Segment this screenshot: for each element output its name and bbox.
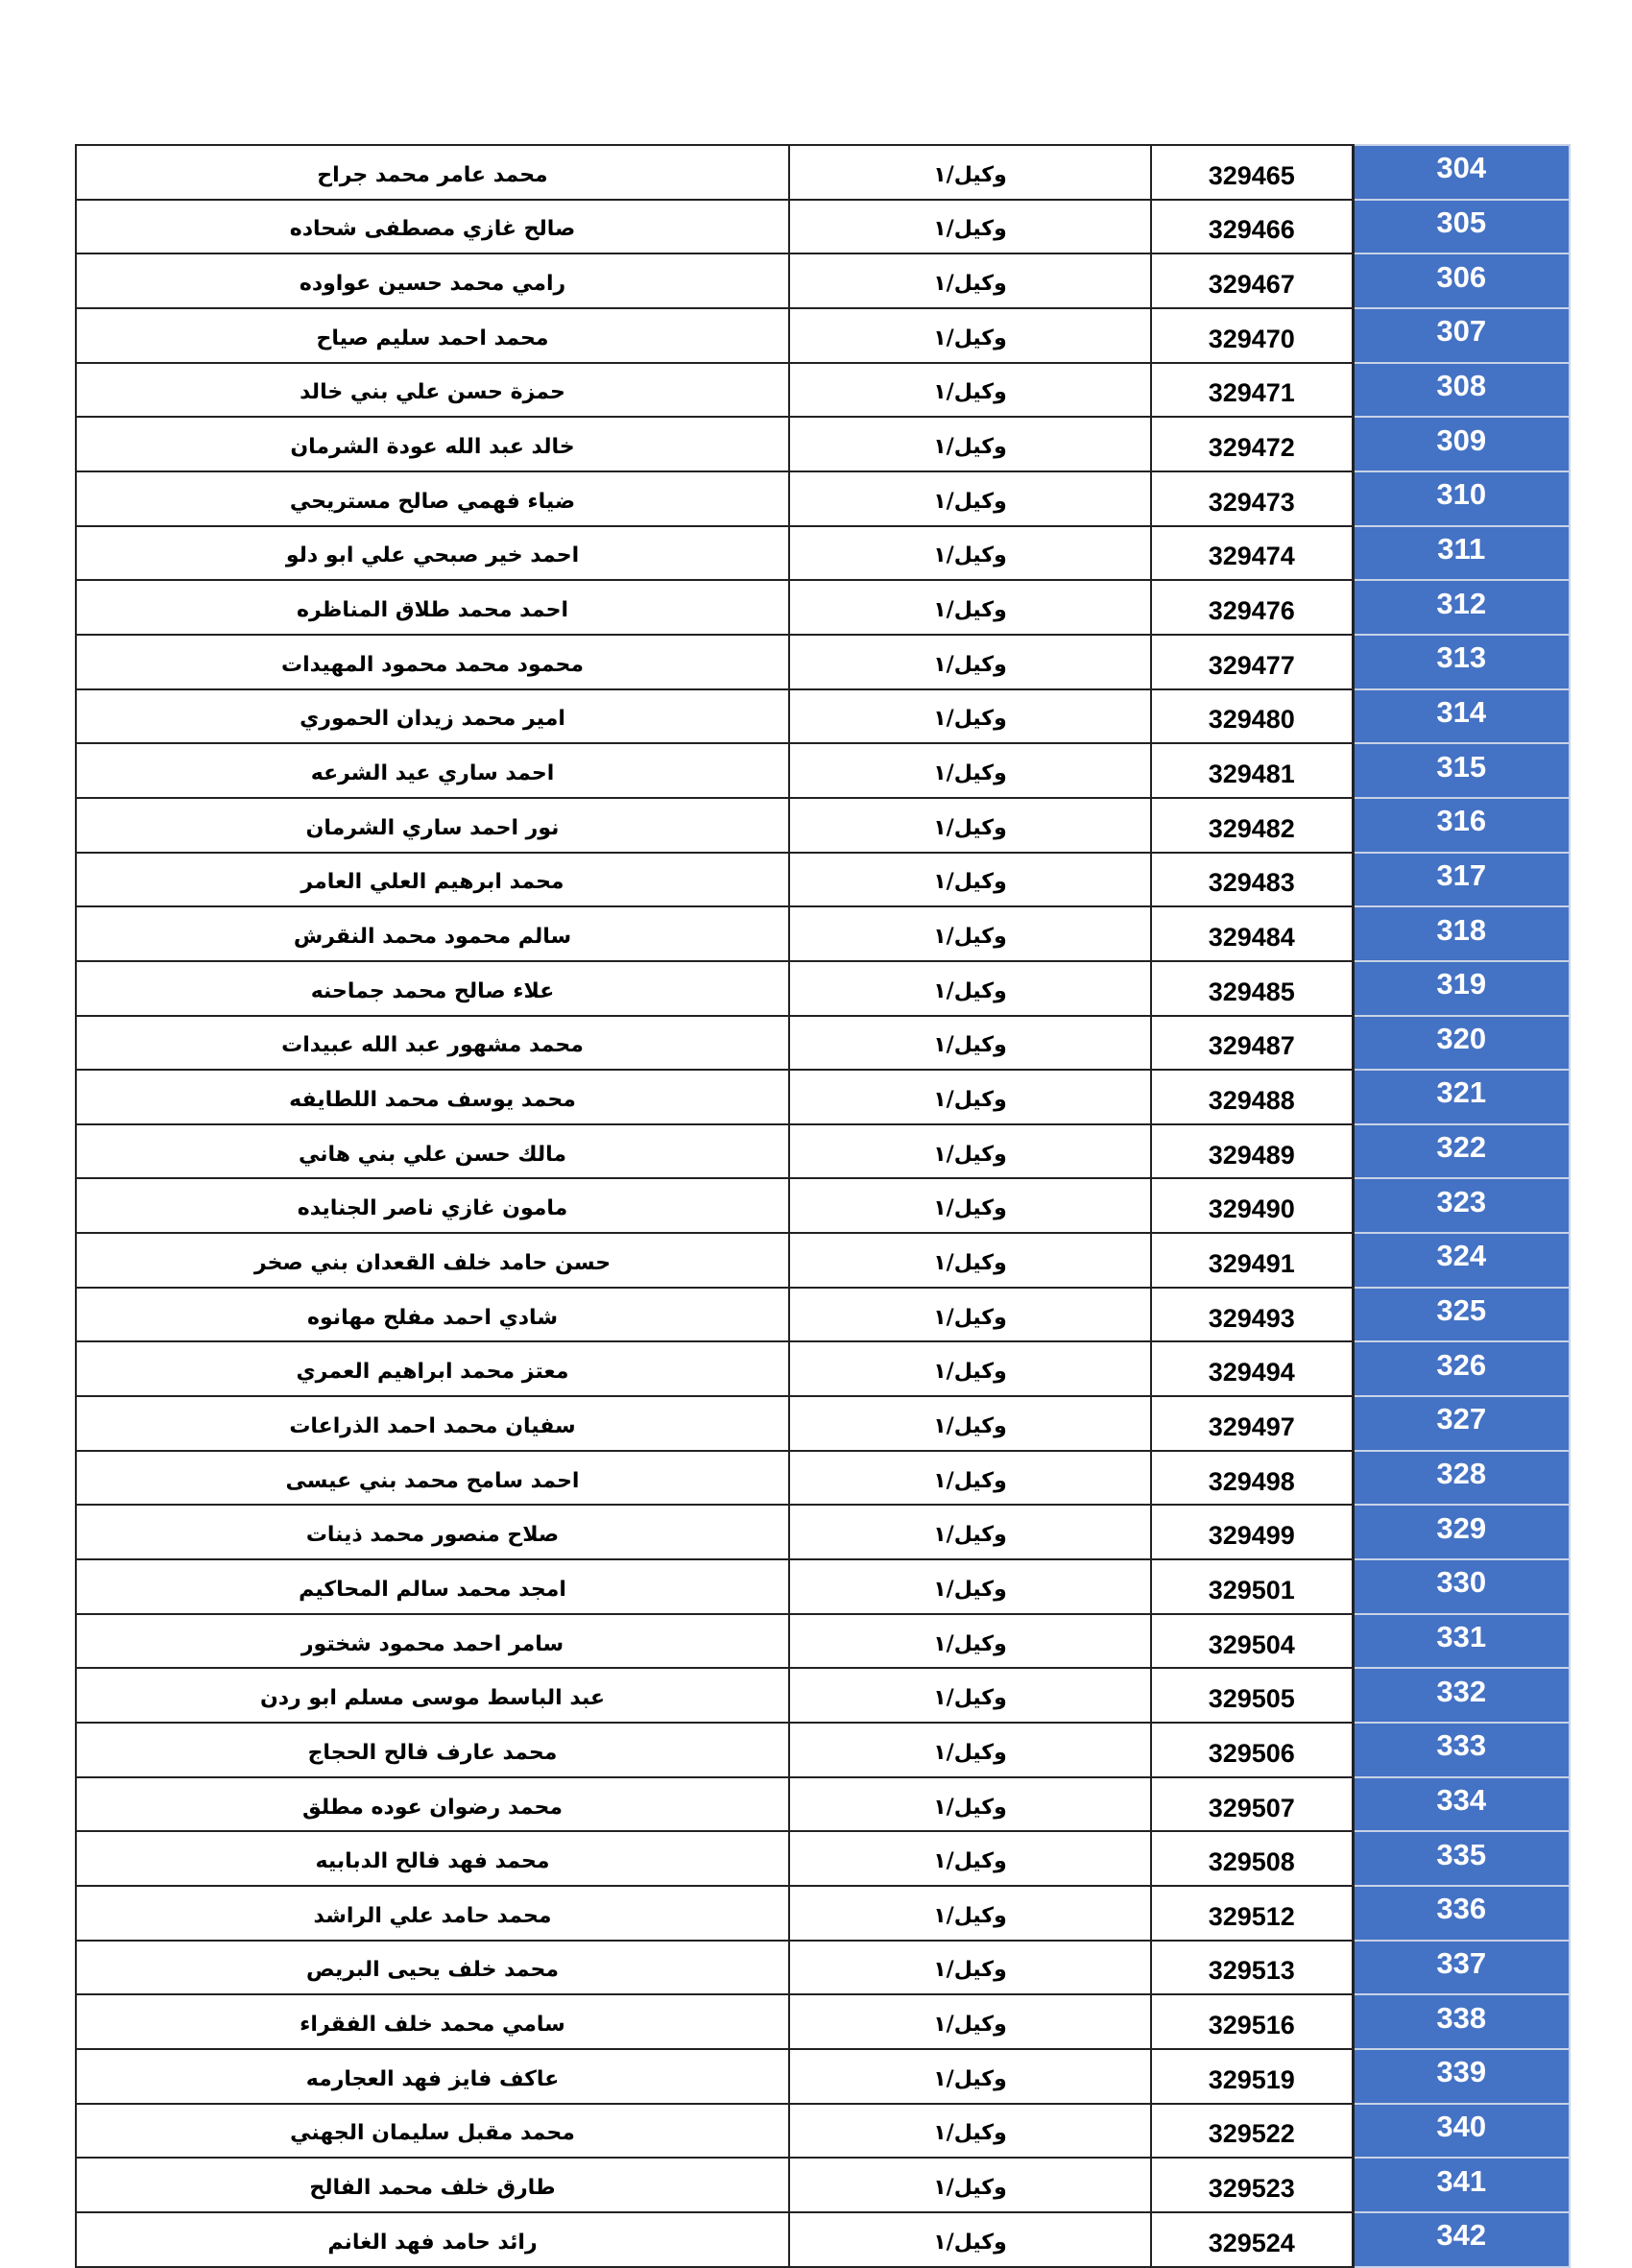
id-number-cell: 329484 (1151, 906, 1353, 961)
table-row (76, 961, 1570, 1016)
name-cell: سامر احمد محمود شختور (76, 1614, 789, 1669)
table-row (76, 1451, 1570, 1506)
name-cell: محمد عامر محمد جراح (76, 145, 789, 200)
serial-number-cell: 337 (1353, 1941, 1570, 1995)
personnel-table (75, 144, 1571, 2268)
rank-cell: وكيل/١ (789, 1233, 1151, 1288)
name-cell: حسن حامد خلف القعدان بني صخر (76, 1233, 789, 1288)
id-number-cell: 329472 (1151, 417, 1353, 471)
serial-number-cell: 330 (1353, 1559, 1570, 1614)
serial-number-cell: 333 (1353, 1723, 1570, 1777)
id-number-cell: 329489 (1151, 1124, 1353, 1179)
rank-cell: وكيل/١ (789, 526, 1151, 581)
serial-number-cell: 320 (1353, 1016, 1570, 1071)
serial-number-cell: 324 (1353, 1233, 1570, 1288)
serial-number-cell: 315 (1353, 743, 1570, 798)
serial-number-cell: 316 (1353, 798, 1570, 853)
id-number-cell: 329512 (1151, 1886, 1353, 1941)
table-row (76, 1070, 1570, 1124)
id-number-cell: 329513 (1151, 1941, 1353, 1995)
serial-number-cell: 335 (1353, 1831, 1570, 1886)
name-cell: امير محمد زيدان الحموري (76, 689, 789, 744)
id-number-cell: 329504 (1151, 1614, 1353, 1669)
rank-cell: وكيل/١ (789, 308, 1151, 363)
rank-cell: وكيل/١ (789, 635, 1151, 689)
name-cell: محمد يوسف محمد اللطايفه (76, 1070, 789, 1124)
name-cell: مالك حسن علي بني هاني (76, 1124, 789, 1179)
id-number-cell: 329477 (1151, 635, 1353, 689)
id-number-cell: 329480 (1151, 689, 1353, 744)
serial-number-cell: 307 (1353, 308, 1570, 363)
table-row (76, 1124, 1570, 1179)
serial-number-cell: 329 (1353, 1505, 1570, 1559)
id-number-cell: 329491 (1151, 1233, 1353, 1288)
table-row (76, 253, 1570, 308)
rank-cell: وكيل/١ (789, 1016, 1151, 1071)
table-row (76, 2104, 1570, 2159)
name-cell: سفيان محمد احمد الذراعات (76, 1396, 789, 1451)
table-row (76, 743, 1570, 798)
name-cell: احمد محمد طلاق المناظره (76, 580, 789, 635)
table-row (76, 200, 1570, 254)
serial-number-cell: 312 (1353, 580, 1570, 635)
serial-number-cell: 318 (1353, 906, 1570, 961)
serial-number-cell: 341 (1353, 2158, 1570, 2212)
id-number-cell: 329507 (1151, 1777, 1353, 1832)
id-number-cell: 329508 (1151, 1831, 1353, 1886)
table-row (76, 1941, 1570, 1995)
rank-cell: وكيل/١ (789, 1178, 1151, 1233)
table-row (76, 798, 1570, 853)
id-number-cell: 329499 (1151, 1505, 1353, 1559)
serial-number-cell: 336 (1353, 1886, 1570, 1941)
name-cell: محمد مقبل سليمان الجهني (76, 2104, 789, 2159)
serial-number-cell: 308 (1353, 363, 1570, 418)
serial-number-cell: 325 (1353, 1288, 1570, 1342)
name-cell: عاكف فايز فهد العجارمه (76, 2049, 789, 2104)
name-cell: سامي محمد خلف الفقراء (76, 1994, 789, 2049)
id-number-cell: 329467 (1151, 253, 1353, 308)
table-row (76, 1886, 1570, 1941)
rank-cell: وكيل/١ (789, 853, 1151, 907)
name-cell: محمد احمد سليم صياح (76, 308, 789, 363)
table-row (76, 1016, 1570, 1071)
rank-cell: وكيل/١ (789, 1886, 1151, 1941)
serial-number-cell: 327 (1353, 1396, 1570, 1451)
id-number-cell: 329471 (1151, 363, 1353, 418)
table-row (76, 363, 1570, 418)
id-number-cell: 329493 (1151, 1288, 1353, 1342)
name-cell: نور احمد ساري الشرمان (76, 798, 789, 853)
table-row (76, 1505, 1570, 1559)
name-cell: محمد رضوان عوده مطلق (76, 1777, 789, 1832)
serial-number-cell: 322 (1353, 1124, 1570, 1179)
id-number-cell: 329470 (1151, 308, 1353, 363)
id-number-cell: 329516 (1151, 1994, 1353, 2049)
name-cell: محمد فهد فالح الدبابيه (76, 1831, 789, 1886)
id-number-cell: 329506 (1151, 1723, 1353, 1777)
serial-number-cell: 339 (1353, 2049, 1570, 2104)
table-row (76, 1994, 1570, 2049)
rank-cell: وكيل/١ (789, 1668, 1151, 1723)
table-row (76, 526, 1570, 581)
name-cell: خالد عبد الله عودة الشرمان (76, 417, 789, 471)
serial-number-cell: 309 (1353, 417, 1570, 471)
table-row (76, 1723, 1570, 1777)
rank-cell: وكيل/١ (789, 1614, 1151, 1669)
name-cell: محمد عارف فالح الحجاج (76, 1723, 789, 1777)
table-row (76, 1396, 1570, 1451)
name-cell: حمزة حسن علي بني خالد (76, 363, 789, 418)
id-number-cell: 329519 (1151, 2049, 1353, 2104)
table-row (76, 689, 1570, 744)
serial-number-cell: 340 (1353, 2104, 1570, 2159)
id-number-cell: 329474 (1151, 526, 1353, 581)
id-number-cell: 329494 (1151, 1341, 1353, 1396)
name-cell: عبد الباسط موسى مسلم ابو ردن (76, 1668, 789, 1723)
id-number-cell: 329490 (1151, 1178, 1353, 1233)
id-number-cell: 329498 (1151, 1451, 1353, 1506)
rank-cell: وكيل/١ (789, 1341, 1151, 1396)
rank-cell: وكيل/١ (789, 1124, 1151, 1179)
table-row (76, 417, 1570, 471)
name-cell: علاء صالح محمد جماحنه (76, 961, 789, 1016)
name-cell: محمد حامد علي الراشد (76, 1886, 789, 1941)
rank-cell: وكيل/١ (789, 2104, 1151, 2159)
table-row (76, 1178, 1570, 1233)
rank-cell: وكيل/١ (789, 471, 1151, 526)
table-row (76, 853, 1570, 907)
name-cell: رائد حامد فهد الغانم (76, 2212, 789, 2267)
rank-cell: وكيل/١ (789, 253, 1151, 308)
rank-cell: وكيل/١ (789, 798, 1151, 853)
id-number-cell: 329497 (1151, 1396, 1353, 1451)
id-number-cell: 329466 (1151, 200, 1353, 254)
id-number-cell: 329523 (1151, 2158, 1353, 2212)
rank-cell: وكيل/١ (789, 145, 1151, 200)
table-row (76, 1777, 1570, 1832)
id-number-cell: 329524 (1151, 2212, 1353, 2267)
id-number-cell: 329481 (1151, 743, 1353, 798)
name-cell: احمد ساري عيد الشرعه (76, 743, 789, 798)
table-body (76, 145, 1570, 2267)
rank-cell: وكيل/١ (789, 200, 1151, 254)
serial-number-cell: 321 (1353, 1070, 1570, 1124)
serial-number-cell: 326 (1353, 1341, 1570, 1396)
rank-cell: وكيل/١ (789, 1831, 1151, 1886)
rank-cell: وكيل/١ (789, 1777, 1151, 1832)
serial-number-cell: 310 (1353, 471, 1570, 526)
rank-cell: وكيل/١ (789, 1451, 1151, 1506)
table-row (76, 308, 1570, 363)
id-number-cell: 329522 (1151, 2104, 1353, 2159)
serial-number-cell: 334 (1353, 1777, 1570, 1832)
table-row (76, 1559, 1570, 1614)
rank-cell: وكيل/١ (789, 961, 1151, 1016)
serial-number-cell: 306 (1353, 253, 1570, 308)
rank-cell: وكيل/١ (789, 363, 1151, 418)
table-row (76, 2212, 1570, 2267)
rank-cell: وكيل/١ (789, 1559, 1151, 1614)
serial-number-cell: 311 (1353, 526, 1570, 581)
serial-number-cell: 313 (1353, 635, 1570, 689)
name-cell: طارق خلف محمد الفالح (76, 2158, 789, 2212)
id-number-cell: 329505 (1151, 1668, 1353, 1723)
table-row (76, 906, 1570, 961)
name-cell: رامي محمد حسين عواوده (76, 253, 789, 308)
rank-cell: وكيل/١ (789, 580, 1151, 635)
name-cell: احمد خير صبحي علي ابو دلو (76, 526, 789, 581)
name-cell: امجد محمد سالم المحاكيم (76, 1559, 789, 1614)
name-cell: محمود محمد محمود المهيدات (76, 635, 789, 689)
id-number-cell: 329488 (1151, 1070, 1353, 1124)
name-cell: احمد سامح محمد بني عيسى (76, 1451, 789, 1506)
rank-cell: وكيل/١ (789, 1941, 1151, 1995)
table-row (76, 1668, 1570, 1723)
serial-number-cell: 319 (1353, 961, 1570, 1016)
id-number-cell: 329501 (1151, 1559, 1353, 1614)
rank-cell: وكيل/١ (789, 1723, 1151, 1777)
table-row (76, 635, 1570, 689)
name-cell: محمد ابرهيم العلي العامر (76, 853, 789, 907)
table-row (76, 580, 1570, 635)
id-number-cell: 329476 (1151, 580, 1353, 635)
serial-number-cell: 314 (1353, 689, 1570, 744)
name-cell: سالم محمود محمد النقرش (76, 906, 789, 961)
rank-cell: وكيل/١ (789, 2158, 1151, 2212)
name-cell: صالح غازي مصطفى شحاده (76, 200, 789, 254)
rank-cell: وكيل/١ (789, 689, 1151, 744)
name-cell: شادي احمد مفلح مهانوه (76, 1288, 789, 1342)
table-row (76, 1614, 1570, 1669)
serial-number-cell: 342 (1353, 2212, 1570, 2267)
id-number-cell: 329485 (1151, 961, 1353, 1016)
id-number-cell: 329473 (1151, 471, 1353, 526)
name-cell: ضياء فهمي صالح مستريحي (76, 471, 789, 526)
serial-number-cell: 305 (1353, 200, 1570, 254)
table-row (76, 2049, 1570, 2104)
rank-cell: وكيل/١ (789, 743, 1151, 798)
id-number-cell: 329465 (1151, 145, 1353, 200)
serial-number-cell: 304 (1353, 145, 1570, 200)
serial-number-cell: 328 (1353, 1451, 1570, 1506)
rank-cell: وكيل/١ (789, 906, 1151, 961)
table-row (76, 471, 1570, 526)
rank-cell: وكيل/١ (789, 417, 1151, 471)
serial-number-cell: 332 (1353, 1668, 1570, 1723)
name-cell: محمد مشهور عبد الله عبيدات (76, 1016, 789, 1071)
table-row (76, 2158, 1570, 2212)
rank-cell: وكيل/١ (789, 1288, 1151, 1342)
id-number-cell: 329483 (1151, 853, 1353, 907)
serial-number-cell: 331 (1353, 1614, 1570, 1669)
name-cell: محمد خلف يحيى البريص (76, 1941, 789, 1995)
rank-cell: وكيل/١ (789, 2049, 1151, 2104)
rank-cell: وكيل/١ (789, 1396, 1151, 1451)
name-cell: معتز محمد ابراهيم العمري (76, 1341, 789, 1396)
name-cell: مامون غازي ناصر الجنايده (76, 1178, 789, 1233)
serial-number-cell: 323 (1353, 1178, 1570, 1233)
table-row (76, 1233, 1570, 1288)
table-row (76, 145, 1570, 200)
serial-number-cell: 338 (1353, 1994, 1570, 2049)
rank-cell: وكيل/١ (789, 1505, 1151, 1559)
name-cell: صلاح منصور محمد ذينات (76, 1505, 789, 1559)
rank-cell: وكيل/١ (789, 2212, 1151, 2267)
id-number-cell: 329482 (1151, 798, 1353, 853)
id-number-cell: 329487 (1151, 1016, 1353, 1071)
table-row (76, 1831, 1570, 1886)
table-row (76, 1288, 1570, 1342)
serial-number-cell: 317 (1353, 853, 1570, 907)
rank-cell: وكيل/١ (789, 1994, 1151, 2049)
rank-cell: وكيل/١ (789, 1070, 1151, 1124)
table-row (76, 1341, 1570, 1396)
